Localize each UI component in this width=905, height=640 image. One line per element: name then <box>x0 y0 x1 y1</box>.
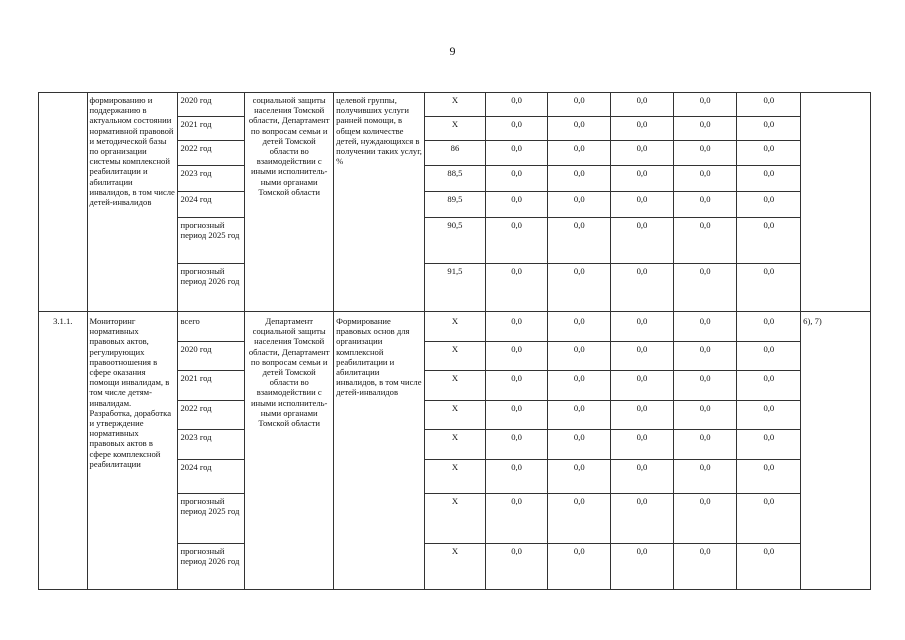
value-cell: 0,0 <box>673 141 737 166</box>
value-cell: 0,0 <box>485 460 548 494</box>
target-cell: 88,5 <box>425 166 486 192</box>
value-cell: 0,0 <box>611 218 674 264</box>
period-cell: всего <box>178 312 245 342</box>
value-cell: 0,0 <box>673 544 737 590</box>
value-cell: 0,0 <box>548 117 611 141</box>
table-row <box>39 93 871 117</box>
value-cell: 0,0 <box>548 401 611 430</box>
program-measures-table <box>38 92 871 590</box>
period-cell: 2024 год <box>178 192 245 218</box>
value-cell: 0,0 <box>737 141 801 166</box>
value-cell: 0,0 <box>737 166 801 192</box>
value-cell: 0,0 <box>611 494 674 544</box>
value-cell: 0,0 <box>737 192 801 218</box>
target-cell: X <box>425 544 486 590</box>
period-cell: 2020 год <box>178 342 245 371</box>
value-cell: 0,0 <box>485 141 548 166</box>
executor-cell: социальной защиты населения Томской области, Департамент по вопросам семьи и детей Томской области во взаимодействии с иными исполнитель- ными органами Томской области <box>245 93 334 312</box>
target-cell: X <box>425 93 486 117</box>
value-cell: 0,0 <box>485 342 548 371</box>
value-cell: 0,0 <box>737 430 801 460</box>
period-cell: прогнозный период 2026 год <box>178 264 245 312</box>
period-cell: прогнозный период 2025 год <box>178 494 245 544</box>
value-cell: 0,0 <box>485 166 548 192</box>
value-cell: 0,0 <box>673 312 737 342</box>
value-cell: 0,0 <box>673 93 737 117</box>
value-cell: 0,0 <box>611 141 674 166</box>
value-cell: 0,0 <box>611 93 674 117</box>
note-cell <box>801 93 871 312</box>
note-cell: 6), 7) <box>801 312 871 590</box>
measure-cell: Мониторинг нормативных правовых актов, регулирующих правоотношения в сфере оказания помощи инвалидам, в том числе детям-инвалидам. Разработка, доработка и утверждение нормативных правовых актов в сфере комплексной реабилитации <box>87 312 178 590</box>
target-cell: X <box>425 342 486 371</box>
period-cell: прогнозный период 2025 год <box>178 218 245 264</box>
value-cell: 0,0 <box>737 93 801 117</box>
value-cell: 0,0 <box>485 494 548 544</box>
period-cell: 2022 год <box>178 141 245 166</box>
value-cell: 0,0 <box>611 117 674 141</box>
value-cell: 0,0 <box>611 166 674 192</box>
value-cell: 0,0 <box>548 166 611 192</box>
period-cell: 2022 год <box>178 401 245 430</box>
value-cell: 0,0 <box>611 371 674 401</box>
value-cell: 0,0 <box>673 166 737 192</box>
value-cell: 0,0 <box>611 544 674 590</box>
value-cell: 0,0 <box>673 371 737 401</box>
value-cell: 0,0 <box>548 264 611 312</box>
row-number-cell <box>39 93 88 312</box>
value-cell: 0,0 <box>737 312 801 342</box>
value-cell: 0,0 <box>737 264 801 312</box>
target-cell: 89,5 <box>425 192 486 218</box>
value-cell: 0,0 <box>485 117 548 141</box>
value-cell: 0,0 <box>673 264 737 312</box>
value-cell: 0,0 <box>737 401 801 430</box>
value-cell: 0,0 <box>548 312 611 342</box>
period-cell: 2023 год <box>178 166 245 192</box>
indicator-cell: Формирование правовых основ для организации комплексной реабилитации и абилитации инвалидов, в том числе детей-инвалидов <box>334 312 425 590</box>
target-cell: X <box>425 117 486 141</box>
value-cell: 0,0 <box>737 494 801 544</box>
value-cell: 0,0 <box>611 460 674 494</box>
value-cell: 0,0 <box>611 342 674 371</box>
value-cell: 0,0 <box>548 544 611 590</box>
value-cell: 0,0 <box>485 312 548 342</box>
value-cell: 0,0 <box>548 93 611 117</box>
period-cell: 2024 год <box>178 460 245 494</box>
table-row <box>39 312 871 342</box>
value-cell: 0,0 <box>737 342 801 371</box>
value-cell: 0,0 <box>737 460 801 494</box>
page-number: 9 <box>449 44 456 58</box>
target-cell: X <box>425 312 486 342</box>
value-cell: 0,0 <box>611 430 674 460</box>
value-cell: 0,0 <box>548 342 611 371</box>
value-cell: 0,0 <box>485 218 548 264</box>
value-cell: 0,0 <box>485 430 548 460</box>
value-cell: 0,0 <box>673 342 737 371</box>
value-cell: 0,0 <box>673 430 737 460</box>
value-cell: 0,0 <box>673 192 737 218</box>
value-cell: 0,0 <box>548 430 611 460</box>
value-cell: 0,0 <box>737 371 801 401</box>
measure-cell: формированию и поддержанию в актуальном состоянии нормативной правовой и методической базы по организации системы комплексной реабилитации и абилитации инвалидов, в том числе детей-инвалидов <box>87 93 178 312</box>
value-cell: 0,0 <box>485 544 548 590</box>
value-cell: 0,0 <box>548 460 611 494</box>
value-cell: 0,0 <box>611 401 674 430</box>
target-cell: X <box>425 430 486 460</box>
value-cell: 0,0 <box>673 401 737 430</box>
indicator-cell: целевой группы, получивших услуги ранней помощи, в общем количестве детей, нуждающихся в получении таких услуг, % <box>334 93 425 312</box>
period-cell: 2021 год <box>178 371 245 401</box>
target-cell: 91,5 <box>425 264 486 312</box>
target-cell: X <box>425 371 486 401</box>
value-cell: 0,0 <box>737 218 801 264</box>
value-cell: 0,0 <box>485 371 548 401</box>
period-cell: 2021 год <box>178 117 245 141</box>
value-cell: 0,0 <box>673 460 737 494</box>
value-cell: 0,0 <box>673 494 737 544</box>
value-cell: 0,0 <box>548 192 611 218</box>
value-cell: 0,0 <box>485 93 548 117</box>
value-cell: 0,0 <box>737 117 801 141</box>
target-cell: X <box>425 460 486 494</box>
executor-cell: Департамент социальной защиты населения Томской области, Департамент по вопросам семьи и детей Томской области во взаимодействии с иными исполнитель- ными органами Томской области <box>245 312 334 590</box>
value-cell: 0,0 <box>485 401 548 430</box>
value-cell: 0,0 <box>548 218 611 264</box>
value-cell: 0,0 <box>485 192 548 218</box>
value-cell: 0,0 <box>737 544 801 590</box>
row-number-cell: 3.1.1. <box>39 312 88 590</box>
period-cell: прогнозный период 2026 год <box>178 544 245 590</box>
value-cell: 0,0 <box>548 371 611 401</box>
period-cell: 2023 год <box>178 430 245 460</box>
value-cell: 0,0 <box>611 312 674 342</box>
value-cell: 0,0 <box>548 141 611 166</box>
target-cell: 90,5 <box>425 218 486 264</box>
target-cell: 86 <box>425 141 486 166</box>
value-cell: 0,0 <box>611 192 674 218</box>
value-cell: 0,0 <box>548 494 611 544</box>
value-cell: 0,0 <box>673 218 737 264</box>
target-cell: X <box>425 401 486 430</box>
target-cell: X <box>425 494 486 544</box>
value-cell: 0,0 <box>485 264 548 312</box>
period-cell: 2020 год <box>178 93 245 117</box>
value-cell: 0,0 <box>673 117 737 141</box>
value-cell: 0,0 <box>611 264 674 312</box>
